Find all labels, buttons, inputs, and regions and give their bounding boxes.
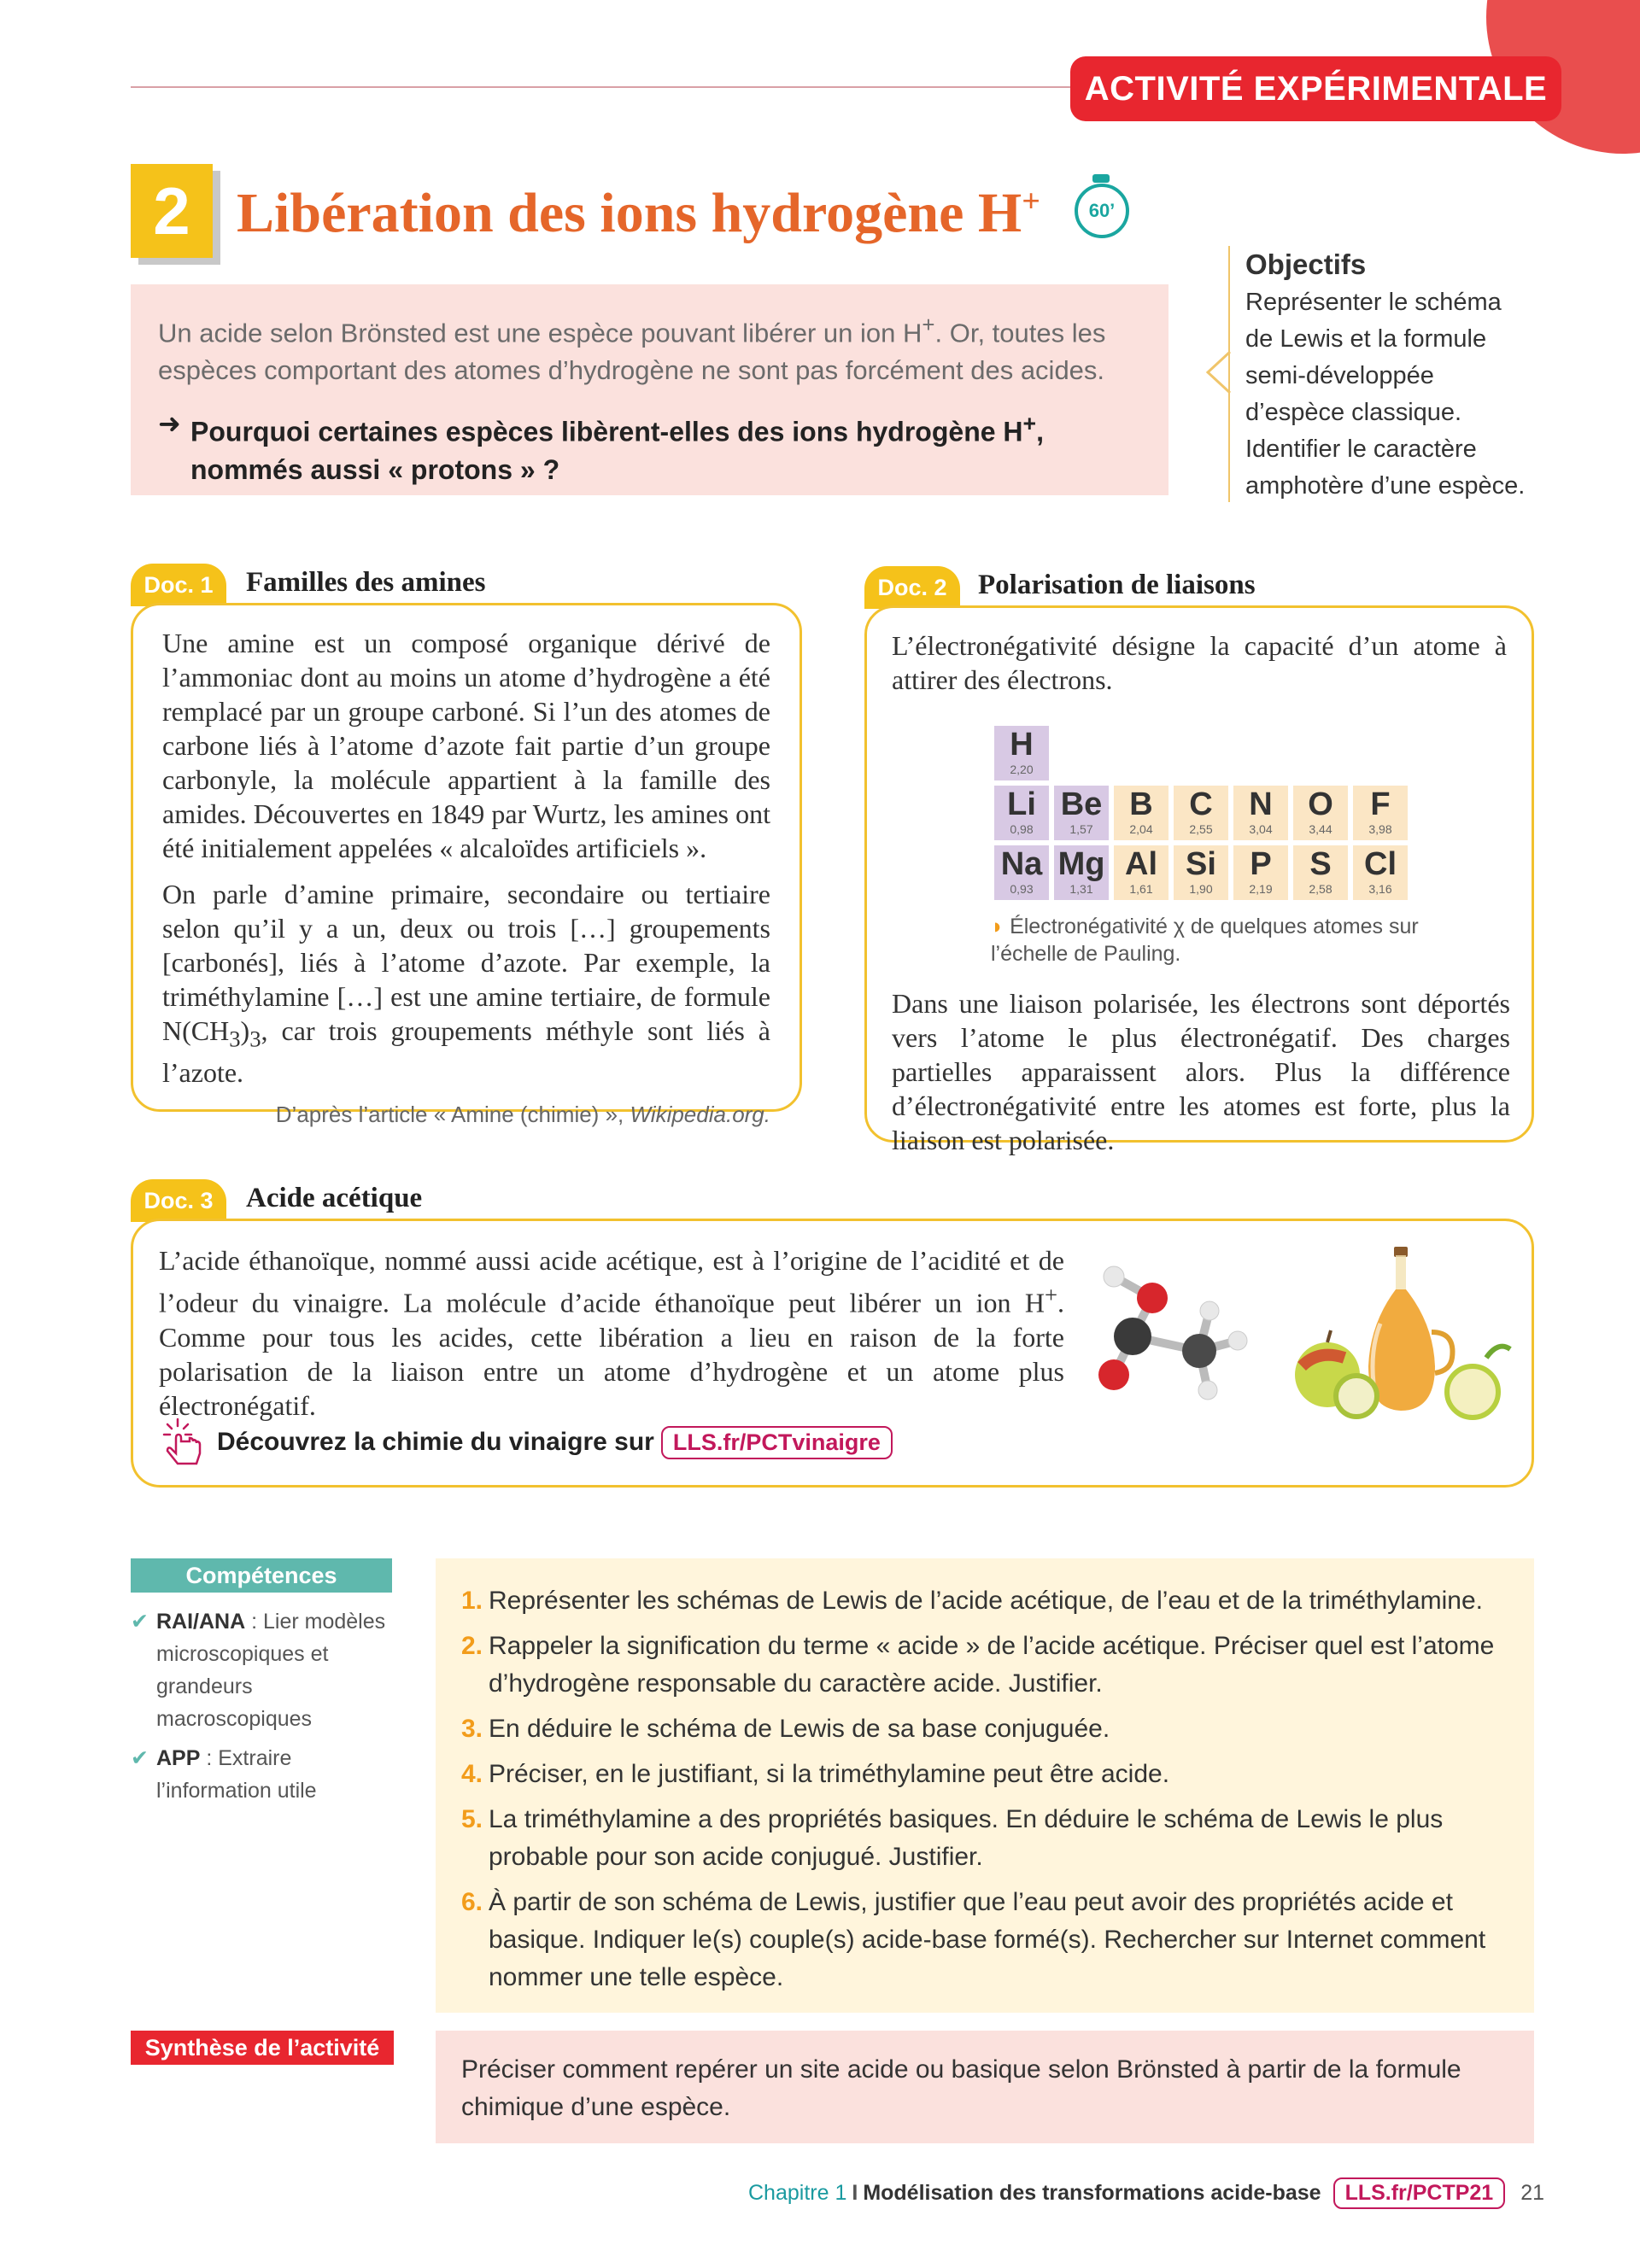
- synthesis-text: Préciser comment repérer un site acide ou basique selon Brönsted à partir de la formule chimique d’une espèce.: [436, 2031, 1534, 2143]
- page-title: Libération des ions hydrogène H+: [237, 182, 1040, 244]
- page-number: 21: [1520, 2181, 1545, 2205]
- element-symbol: Li: [1007, 786, 1036, 822]
- element-electronegativity: 1,61: [1129, 882, 1153, 896]
- element-electronegativity: 1,90: [1189, 882, 1213, 896]
- element-symbol: B: [1129, 786, 1153, 822]
- element-electronegativity: 0,93: [1010, 882, 1034, 896]
- doc3-link-text: Découvrez la chimie du vinaigre sur: [217, 1428, 654, 1456]
- element-electronegativity: 3,98: [1368, 822, 1392, 836]
- element-na: [994, 845, 1049, 900]
- doc1-source: D’après l’article « Amine (chimie) », Wikipedia.org.: [275, 1102, 770, 1128]
- element-electronegativity: 2,58: [1309, 882, 1332, 896]
- element-symbol: Al: [1125, 846, 1157, 882]
- competence-item: ✔ RAI/ANA : Lier modèles microscopiques et grandeurs macroscopiques: [131, 1605, 404, 1735]
- competence-item: ✔ APP : Extraire l’information utile: [131, 1742, 404, 1807]
- element-symbol: P: [1250, 846, 1272, 882]
- element-electronegativity: 0,98: [1010, 822, 1034, 836]
- vinegar-link[interactable]: LLS.fr/PCTvinaigre: [661, 1426, 893, 1459]
- element-symbol: Cl: [1364, 846, 1397, 882]
- doc1-box: [131, 603, 802, 1128]
- doc2-title: Polarisation de liaisons: [978, 570, 1256, 600]
- timer-knob: [1092, 174, 1110, 183]
- question-item: 1. Représenter les schémas de Lewis de l’acide acétique, de l’eau et de la triméthylamine.: [461, 1587, 1483, 1615]
- element-symbol: Be: [1060, 786, 1103, 822]
- element-n: [1233, 786, 1288, 840]
- element-electronegativity: 3,16: [1368, 882, 1392, 896]
- element-si: [1174, 845, 1228, 900]
- element-symbol: N: [1249, 786, 1273, 822]
- element-li: [994, 786, 1049, 840]
- activity-number: 2: [131, 164, 213, 258]
- element-cl: [1353, 845, 1408, 900]
- element-symbol: H: [1010, 727, 1034, 763]
- element-mg: [1054, 845, 1109, 900]
- doc2-text: Dans une liaison polarisée, les électrons sont déportés vers l’atome le plus électronégatif. Des charges partielles apparaissent alors. Plus la différence d’électronégativité entre les atomes est forte, plus la liaison est polarisée.: [892, 988, 1510, 1155]
- questions-box: [436, 1558, 1534, 2013]
- element-symbol: S: [1309, 846, 1332, 882]
- check-icon: ✔: [131, 1610, 149, 1634]
- footer-separator: I: [852, 2181, 858, 2205]
- objectives-title: Objectifs: [1245, 248, 1367, 280]
- question-item: 4. Préciser, en le justifiant, si la triméthylamine peut être acide.: [461, 1760, 1170, 1788]
- element-c: [1174, 786, 1228, 840]
- element-electronegativity: 3,44: [1309, 822, 1332, 836]
- pointer-hand-icon: [159, 1416, 212, 1469]
- objective-item: Représenter le schéma de Lewis et la formule semi-développée d’espèce classique.: [1245, 289, 1502, 426]
- question-item: 3. En déduire le schéma de Lewis de sa base conjuguée.: [461, 1715, 1110, 1743]
- doc3-title: Acide acétique: [246, 1183, 423, 1213]
- element-symbol: F: [1370, 786, 1391, 822]
- footer: [748, 2177, 1544, 2209]
- timer-icon: [1075, 184, 1129, 238]
- element-electronegativity: 2,19: [1249, 882, 1273, 896]
- doc1-text: [162, 626, 770, 1090]
- element-s: [1293, 845, 1348, 900]
- element-electronegativity: 1,57: [1069, 822, 1093, 836]
- doc2-box: [864, 605, 1534, 1155]
- competences-list: [131, 1605, 404, 1814]
- element-symbol: Na: [1000, 846, 1043, 882]
- element-electronegativity: 2,20: [1010, 763, 1034, 776]
- intro-box: [131, 284, 1168, 495]
- intro-question: ➜ Pourquoi certaines espèces libèrent-elles des ions hydrogène H+, nommés aussi « protons » ?: [158, 405, 1141, 488]
- element-symbol: Si: [1186, 846, 1216, 882]
- footer-chapter: Chapitre 1: [748, 2181, 847, 2205]
- element-p: [1233, 845, 1288, 900]
- doc3-link[interactable]: [159, 1416, 893, 1469]
- doc3-box: [131, 1219, 1534, 1488]
- competences-title: Compétences: [131, 1558, 392, 1593]
- timer-duration: 60’: [1088, 200, 1116, 221]
- question-item: 6. À partir de son schéma de Lewis, justifier que l’eau peut avoir des propriétés acide et basique. Indiquer le(s) couple(s) acide-base formé(s). Rechercher sur Internet comment nommer une telle espèce.: [461, 1888, 1486, 1991]
- doc3-tag: Doc. 3: [131, 1179, 226, 1222]
- caption-marker-icon: ◗: [991, 915, 1004, 938]
- objective-item: Identifier le caractère amphotère d’une espèce.: [1245, 435, 1526, 500]
- header-rule: [131, 86, 1087, 88]
- footer-chapter-title: Modélisation des transformations acide-base: [863, 2181, 1321, 2205]
- doc1-title: Familles des amines: [246, 567, 486, 598]
- footer-link[interactable]: LLS.fr/PCTP21: [1333, 2177, 1506, 2209]
- doc3-text: L’acide éthanoïque, nommé aussi acide acétique, est à l’origine de l’acidité et de l’odeur du vinaigre. La molécule d’acide éthanoïque peut libérer un ion H+. Comme pour tous les acides, cette libération a lieu en raison de la forte polarisation de la liaison entre un atome d’hydrogène et un atome plus électronégatif.: [159, 1245, 1064, 1421]
- objectives: [1245, 246, 1536, 505]
- element-electronegativity: 3,04: [1249, 822, 1273, 836]
- question-item: 5. La triméthylamine a des propriétés basiques. En déduire le schéma de Lewis le plus probable pour son acide conjugué. Justifier.: [461, 1805, 1444, 1871]
- activity-tag: ACTIVITÉ EXPÉRIMENTALE: [1070, 56, 1561, 121]
- element-b: [1114, 786, 1168, 840]
- question-item: 2. Rappeler la signification du terme « acide » de l’acide acétique. Préciser quel est l’atome d’hydrogène responsable du caractère acide. Justifier.: [461, 1632, 1495, 1698]
- element-be: [1054, 786, 1109, 840]
- doc2-tag: Doc. 2: [864, 566, 960, 609]
- element-o: [1293, 786, 1348, 840]
- doc1-tag: Doc. 1: [131, 564, 226, 606]
- element-f: [1353, 786, 1408, 840]
- arrow-icon: ➜: [158, 408, 181, 440]
- doc1-paragraph-2: On parle d’amine primaire, secondaire ou tertiaire selon qu’il y a un, deux ou trois […] groupements [carbonés], liés à l’atome d’azote. Par exemple, la triméthylamine […] est une amine tertiaire, de formule $N(CH_3)_3$, car trois groupements méthyle sont liés à l’azote.: [162, 879, 770, 1089]
- element-symbol: O: [1308, 786, 1333, 822]
- acetic-acid-molecule-image: [1080, 1247, 1268, 1409]
- intro-text: Un acide selon Brönsted est une espèce pouvant libérer un ion H+. Or, toutes les espèces comportant des atomes d’hydrogène ne sont pas forcément des acides.: [158, 313, 1106, 386]
- synthesis-title: Synthèse de l’activité: [131, 2031, 394, 2065]
- element-symbol: C: [1189, 786, 1213, 822]
- element-al: [1114, 845, 1168, 900]
- check-icon: ✔: [131, 1746, 149, 1770]
- doc1-paragraph-1: Une amine est un composé organique dérivé de l’ammoniac dont au moins un atome d’hydrogène a été remplacé par un groupe carboné. Si l’un des atomes de carbone liés à l’atome d’azote fait partie d’un groupe carbonyle, la molécule appartient à la famille des amides. Découvertes en 1849 par Wurtz, les amines ont été initialement appelées « alcaloïdes artificiels ».: [162, 628, 770, 863]
- vinegar-bottle-apples-image: [1285, 1230, 1524, 1426]
- element-h: [994, 726, 1049, 780]
- element-electronegativity: 2,04: [1129, 822, 1153, 836]
- element-symbol: Mg: [1057, 846, 1105, 882]
- element-electronegativity: 2,55: [1189, 822, 1213, 836]
- doc2-intro: L’électronégativité désigne la capacité d’un atome à attirer des électrons.: [892, 630, 1507, 695]
- chevron-left-icon: [1204, 350, 1235, 395]
- table-caption: ◗ Électronégativité χ de quelques atomes sur l’échelle de Pauling.: [991, 915, 1419, 966]
- element-electronegativity: 1,31: [1069, 882, 1093, 896]
